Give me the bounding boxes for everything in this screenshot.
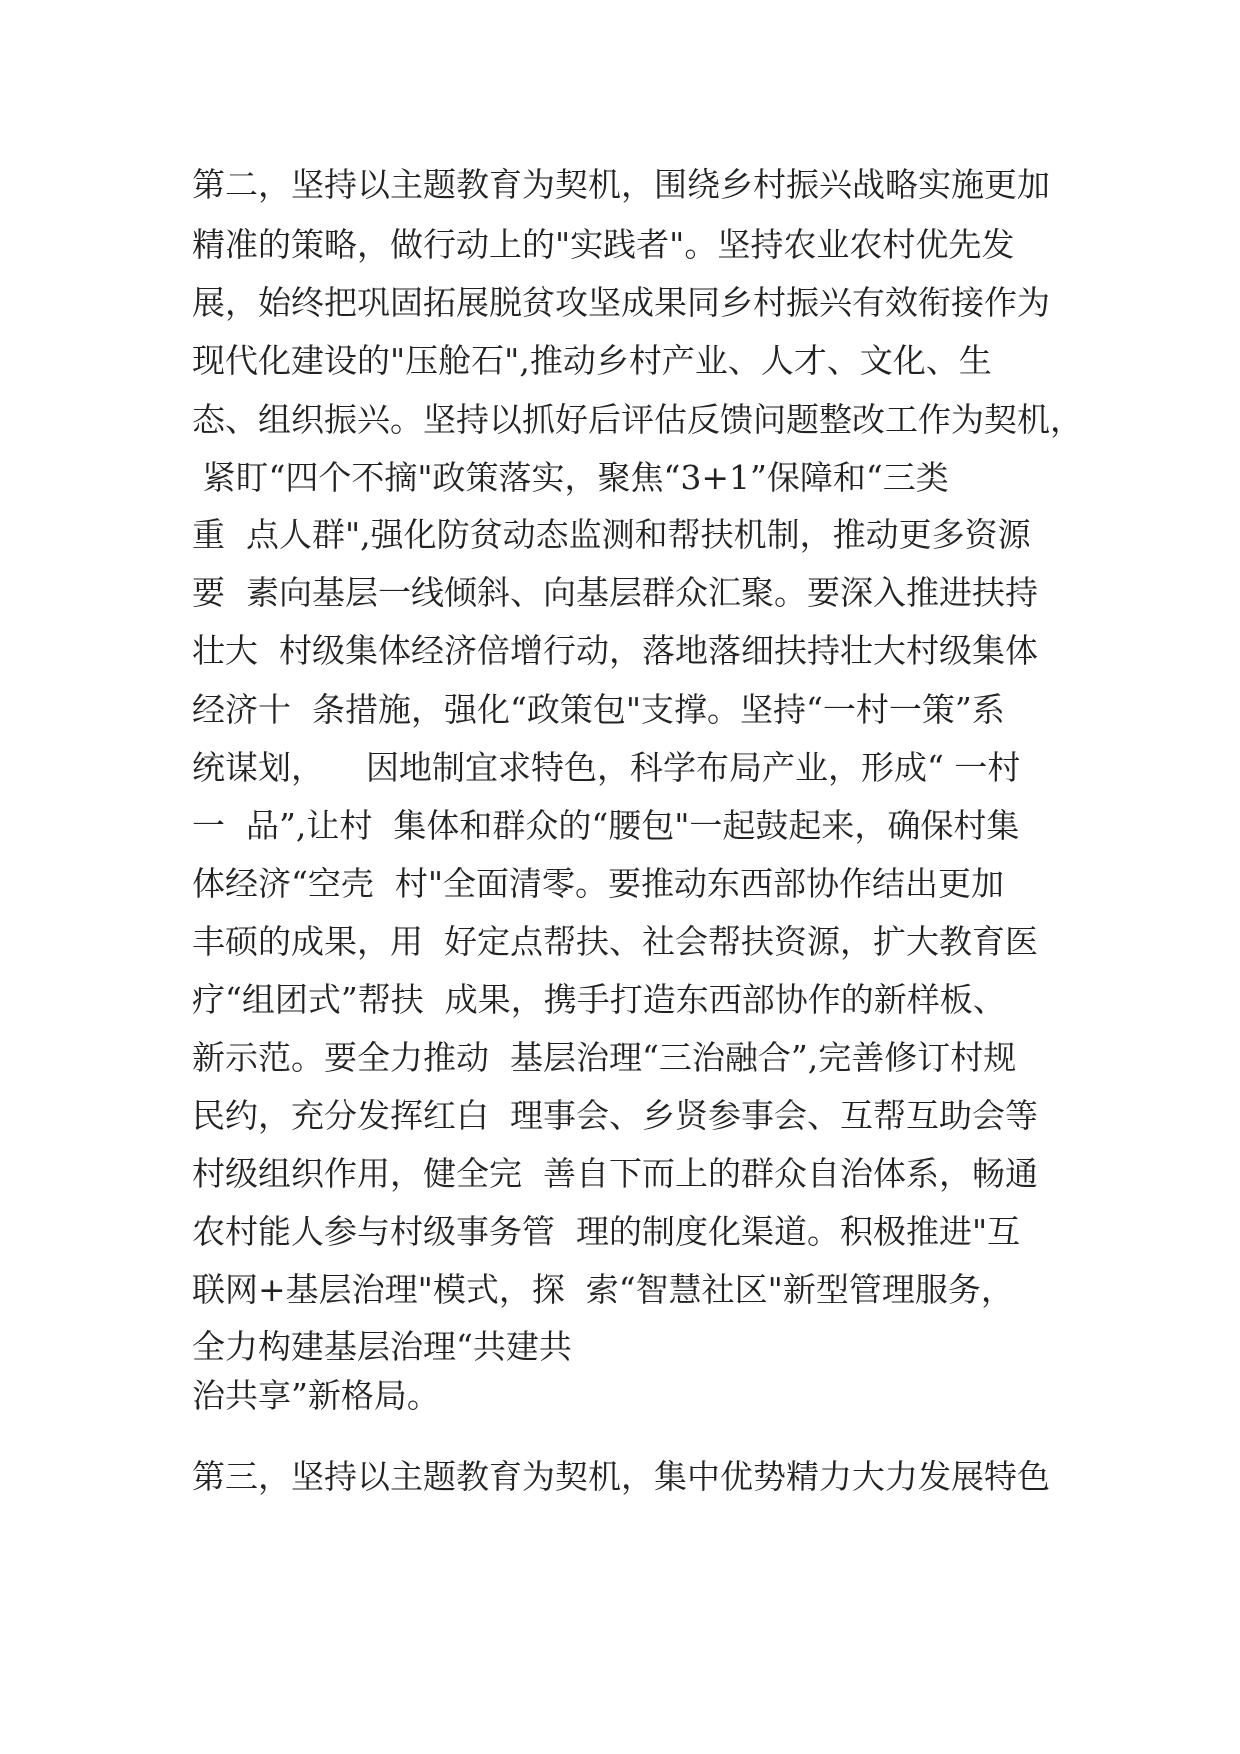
paragraph-line: 民约，充分发挥红白 理事会、乡贤参事会、互帮互助会等: [192, 1096, 1038, 1135]
paragraph-line: 第二，坚持以主题教育为契机，围绕乡村振兴战略实施更加: [192, 165, 1050, 204]
paragraph-line: 第三，坚持以主题教育为契机，集中优势精力大力发展特色: [192, 1457, 1050, 1496]
paragraph-line: 经济十 条措施，强化“政策包"支撑。坚持“一村一策”系: [192, 690, 1005, 729]
paragraph-line: 紧盯“四个不摘"政策落实，聚焦“3+1”保障和“三类: [192, 458, 949, 497]
paragraph-line: 全力构建基层治理“共建共: [192, 1327, 572, 1366]
paragraph-line: 重 点人群",强化防贫动态监测和帮扶机制，推动更多资源: [192, 515, 1031, 554]
paragraph-line: 统谋划， 因地制宜求特色，科学布局产业，形成“ 一村: [192, 748, 1021, 787]
paragraph-line: 新示范。要全力推动 基层治理“三治融合”,完善修订村规: [192, 1038, 1017, 1077]
paragraph-line: 疗“组团式”帮扶 成果，携手打造东西部协作的新样板、: [192, 980, 1006, 1019]
paragraph-line: 丰硕的成果，用 好定点帮扶、社会帮扶资源，扩大教育医: [192, 922, 1038, 961]
paragraph-line: 壮大 村级集体经济倍增行动，落地落细扶持壮大村级集体: [192, 631, 1038, 670]
paragraph-line: 联网+基层治理"模式，探 索“智慧社区"新型管理服务，: [192, 1270, 1014, 1309]
paragraph-line: 要 素向基层一线倾斜、向基层群众汇聚。要深入推进扶持: [192, 573, 1038, 612]
paragraph-line: 治共享”新格局。: [192, 1376, 440, 1415]
paragraph-line: 精准的策略，做行动上的"实践者"。坚持农业农村优先发: [192, 225, 1015, 264]
paragraph-line: 一 品”,让村 集体和群众的“腰包"一起鼓起来，确保村集: [192, 806, 1020, 845]
paragraph-line: 体经济“空壳 村"全面清零。要推动东西部协作结出更加: [192, 864, 1005, 903]
paragraph-line: 态、组织振兴。坚持以抓好后评估反馈问题整改工作为契机，: [192, 400, 1083, 439]
paragraph-line: 现代化建设的"压舱石",推动乡村产业、人才、文化、生: [192, 341, 992, 380]
paragraph-line: 农村能人参与村级事务管 理的制度化渠道。积极推进"互: [192, 1212, 1021, 1251]
paragraph-line: 展，始终把巩固拓展脱贫攻坚成果同乡村振兴有效衔接作为: [192, 283, 1050, 322]
paragraph-line: 村级组织作用，健全完 善自下而上的群众自治体系，畅通: [192, 1154, 1038, 1193]
